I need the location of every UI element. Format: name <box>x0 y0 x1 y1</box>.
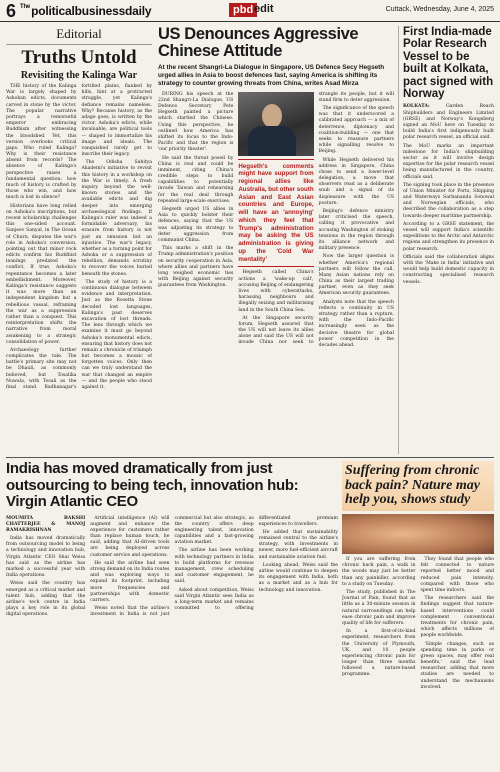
lead-paragraph: The significance of the speech was that it underscored a calibrated approach — a mix of deterrence, diplomacy and coalition-building — one that seeks to reassure partners while signalling resolve to Beijing. <box>318 106 394 155</box>
virgin-paragraph: Weiss said the country has emerged as a critical market and talent hub, adding that the airline's tech centre in India plays a key role in its global digital operations. <box>6 581 86 618</box>
page-number: 6 <box>6 1 17 21</box>
back-pain-paragraph: The researchers said the findings suggest that nature-based interventions could complement conventional treatments for chronic pain, which affects millions of people worldwide. <box>420 596 494 639</box>
lead-body <box>158 92 394 454</box>
editorial-kicker: Editorial <box>6 26 152 45</box>
polar-vessel-paragraph: The MoU marks an important milestone for India's shipbuilding sector as it will involve design expertise for the polar research vessel being manufactured in the country, officials said. <box>403 143 494 180</box>
photo-head <box>262 104 282 128</box>
virgin-paragraph: Weiss noted that the airline's investment in India is not just commercial but also strategic, as the country offers deep engineering talent, innovation capabilities and a fast-growing aviation market. <box>90 515 254 618</box>
editorial-title: Truths Untold <box>21 47 137 68</box>
back-pain-paragraph: The study, published in The Journal of Pain, found that as little as a 30-minute session in natural surroundings can help ease chronic pain and improve quality of life for sufferers. <box>342 590 416 626</box>
virgin-paragraph: Looking ahead, Weiss said the airline would continue to deepen its engagement with India, both as a market and as a hub for technology and innovation. <box>258 562 338 593</box>
virgin-paragraph: He said the airline had seen strong demand on its India routes and was exploring ways to expand its footprint, including more frequencies and partnerships with domestic carriers. <box>90 560 170 603</box>
author-photo <box>238 92 313 156</box>
section-tag-edit: edit <box>254 3 274 15</box>
back-pain-article <box>342 461 494 767</box>
byline: MOUMITA BAKSHI CHATTERJEE & MANOJ RAMAKRISHNAN <box>6 515 86 533</box>
editorial-paragraph: The Odisha Sahitya Akademi's initiative to revisit this history in a workshop on the War is timely. A fresh inquiry beyond the well-known stories and the available edicts and dig deeper into emerging archaeological findings. If Kalinga's ruler was indeed a formidable adversary, his erasure from history is not just an omission but an injustice. The war's legacy, whether as a turning point for Ashoka or a suppression of rebellion, demands scrutiny to recover the voices buried beneath the stones. <box>81 160 152 277</box>
lead-paragraph: At the Singapore security forum, Hegseth assured that the US will not leave its allies alone and said the US will not invade China nor seek to strangle its people, but it will stand firm to deter aggression. <box>238 91 394 346</box>
lead-paragraph: Beijing's defence ministry later criticised the speech, calling it provocative and accusing Washington of stoking tensions in the region through its alliance network and military presence. <box>318 209 394 252</box>
section-tag: pbd <box>229 3 257 17</box>
polar-vessel-paragraph: Officials said the collaboration aligns with the 'Make in India' initiative and would help build domestic capacity in constructing specialised research vessels. <box>403 254 494 285</box>
lead-paragraph: This marks a shift in the Trump administration's position on security cooperation in Asia, where allies and partners have long weighed economic ties with Beijing against security guarantees from Washington. <box>158 246 234 289</box>
lead-paragraph: Analysts note that the speech reflects a continuity in US strategy rather than a rupture, with the Indo-Pacific increasingly seen as the decisive theatre for global power competition in the decades ahead. <box>318 299 394 348</box>
editorial-paragraph: Historians have long relied on Ashoka's inscriptions, but recent scholarship challenges this one-sided account. Sanjeev Sanyal, in The Ocean of Churn, disputes the war's role in Ashoka's conversion, pointing out that minor rock edicts confirm his Buddhist leanings predated the conflict. If true, Ashoka's repentance becomes a later embellishment. Moreover, Kalinga's resistance suggests it was more than an independent kingdom but a rebellious vassal, reframing the war as a suppression rather than a conquest. This reinterpretation shifts the narrative from moral awakening to a strategic consolidation of power. <box>6 203 77 345</box>
virgin-atlantic-headline: India has moved dramatically from just outsourcing to being tech, innovation hub: Virgin Atlantic CEO <box>6 461 299 510</box>
virgin-paragraph: The airline has been working with technology partners in India to build platforms for revenue management, crew scheduling and customer engagement, he said. <box>174 548 254 585</box>
polar-vessel-paragraph: Garden Reach Shipbuilders and Engineers Limited (GRSE) and Norway's Kongsberg signed an MoU here on Tuesday to build India's first indigenously built polar research vessel, an official said. <box>403 104 494 141</box>
polar-vessel-paragraph: The signing took place in the presence of Union Minister for Ports, Shipping and Waterways Sarbananda Sonowal and Norwegian officials, who described the collaboration as a step towards deeper maritime partnership. <box>403 182 494 219</box>
polar-vessel-article <box>398 26 494 454</box>
virgin-paragraph: He added that sustainability remained central to the airline's strategy, with investments in newer, more fuel-efficient aircraft and sustainable aviation fuel. <box>258 529 338 560</box>
virgin-atlantic-article <box>6 461 338 767</box>
back-pain-paragraph: 'Simple changes, such as spending time in parks or green spaces, may offer real benefits,' said the lead researcher, adding that more studies are needed to understand the mechanisms involved. <box>420 641 494 690</box>
virgin-paragraph: India has moved dramatically from outsourcing model to being a technology and innovation hub, Virgin Atlantic CEO Shai Weiss has said as the airline has marked a successful year with India operations. <box>6 536 86 579</box>
lead-headline: US Denounces Aggressive Chinese Attitude <box>158 26 359 61</box>
section-divider <box>6 457 494 458</box>
dateline: Cuttack, Wednesday, June 4, 2025 <box>385 6 494 13</box>
back-pain-paragraph: They found that people who felt connected to nature reported better mood and reduced pain intensity, compared with those who spent time indoors. <box>420 557 494 593</box>
paper-logo <box>20 4 151 18</box>
polar-vessel-body <box>403 104 494 285</box>
virgin-atlantic-body <box>6 516 338 768</box>
lead-paragraph: DURING his speech at the 22nd Shangri-La Dialogue, US Defence Secretary Pete Hegseth painted a picture which startled the Chinese. Using this perspective, he outlined how America has shifted its focus to the Indo-Pacific and that the region is 'our priority theater'. <box>158 91 234 153</box>
editorial-paragraph: Archaeology further complicates the tale. The battle's primary site may not be Dhauli, as commonly believed, but Tosalika Nuwala, with Tosali as the final stand. Radhanagar's fortified plains, flanked by hills, hint at a protracted struggle, yet Kalinga's defiance remains nameless. Why? Because history, as the adage goes, is written by the victor. Ashoka's edicts, while invaluable, are political tools — shaped to immortalize his image and ideals. The vanquished rarely get to inscribe their legacy. <box>6 84 152 390</box>
back-pain-headline: Suffering from chronic back pain? Nature may help you, shows study <box>342 461 494 511</box>
editorial-paragraph: The study of history is a continuous dialogue between evidence and interpretation. Just as the Rosetta Stone decoded lost languages, Kalinga's past deserves excavation of lost threads. The lens through which we examine it must go beyond Ashoka's monumental edicts, ensuring that history does not remain a chronicle of triumph but becomes a mosaic of forgotten voices. Only then can we truly understand the war that changed an empire — and the people who stood against it. <box>81 279 152 390</box>
back-pain-paragraph: In a first-of-its-kind experiment, researchers from the University of Plymouth, UK, and 10 people experiencing chronic pain for longer than three months followed a nature-based programme. <box>342 629 416 678</box>
editorial-subtitle: Revisiting the Kalinga War <box>20 70 138 81</box>
lead-article <box>158 26 394 454</box>
back-pain-paragraph: If you are suffering from chronic back pain, a walk in the woods may just be better than any painkiller, according to a study on Tuesday. <box>342 557 416 587</box>
photo-suit <box>248 126 296 156</box>
pull-quote: Hegseth's comments might have support from regional allies like Australia, but other south Asian and East Asian countries and Europe, will have an 'annoying' which they feel that Trump's administration may be asking the US administration is giving up the 'Cold War mentality' <box>238 159 313 268</box>
lead-paragraph: He said the threat posed by China is real and could be imminent, citing China's credible steps to build capabilities to potentially invade Taiwan and rehearsing for the real deal through repeated large-scale exercises. <box>158 155 234 204</box>
lead-paragraph: Hegseth called China's actions a 'wake-up call', accusing Beijing of endangering lives with cyberattacks, harassing neighbours and illegally seizing and militarising land in the South China Sea. <box>238 270 314 313</box>
back-pain-body <box>342 557 494 767</box>
lead-paragraph: While Hegseth delivered his address in Singapore, China chose to send a lower-level delegation, a move that observers read as a deliberate snub and a signal of its displeasure with the US posture. <box>318 157 394 206</box>
lead-deck: At the recent Shangri-La Dialogue in Singapore, US Defence Secy Hegseth urged allies in Asia to boost defences fast, saying America is shifting its strategy to counter growing threats from China, writes Asad Mirza <box>158 63 385 87</box>
back-pain-image <box>342 514 494 554</box>
editorial-paragraph: THE history of the Kalinga War is largely shaped by Ashokan edicts, documents carved in stone by the victor. The popular narrative portrays a remorseful emperor embracing Buddhism after witnessing the bloodshed. Yet, this version overlooks critical gaps. Who ruled Kalinga? Why is their resistance absent from records? The absence of Kalinga's perspective raises a fundamental question: how much of history is crafted by those who win, and how much is lost in silence? <box>6 84 77 201</box>
polar-vessel-dateline: KOLKATA: <box>403 104 430 110</box>
polar-vessel-paragraph: According to a GRSE statement, the vessel will support India's scientific expeditions to the Arctic and Antarctic regions and strengthen its presence in polar research. <box>403 221 494 252</box>
editorial-article <box>6 26 152 454</box>
paper-logo-the: The <box>20 4 31 10</box>
polar-vessel-headline: First India-made Polar Research Vessel to be built at Kolkata, pact signed with Norway <box>403 26 494 101</box>
virgin-paragraph: Artificial intelligence (AI) will augment and enhance the experience for customers rather than replace human touch, he said, adding that AI-driven tools are being deployed across customer service and operations. <box>90 515 170 558</box>
masthead <box>0 0 500 22</box>
virgin-paragraph: Asked about competition, Weiss said Virgin Atlantic sees India as a long-term market and remains committed to offering differentiated premium experiences to travellers. <box>174 515 338 612</box>
lead-paragraph: Hegseth urged US allies in Asia to quickly bolster their defences, saying that the US was adjusting its strategy to deter aggression from communist China. <box>158 207 234 243</box>
polar-vessel-lede <box>403 104 494 141</box>
paper-logo-name: politicalbusinessdaily <box>31 4 152 18</box>
lead-paragraph: Now the larger question is whether America's regional partners will follow the call. Many Asian nations rely on China as their largest trading partner, even as they seek American security guarantees. <box>318 254 394 297</box>
editorial-body <box>6 84 152 392</box>
